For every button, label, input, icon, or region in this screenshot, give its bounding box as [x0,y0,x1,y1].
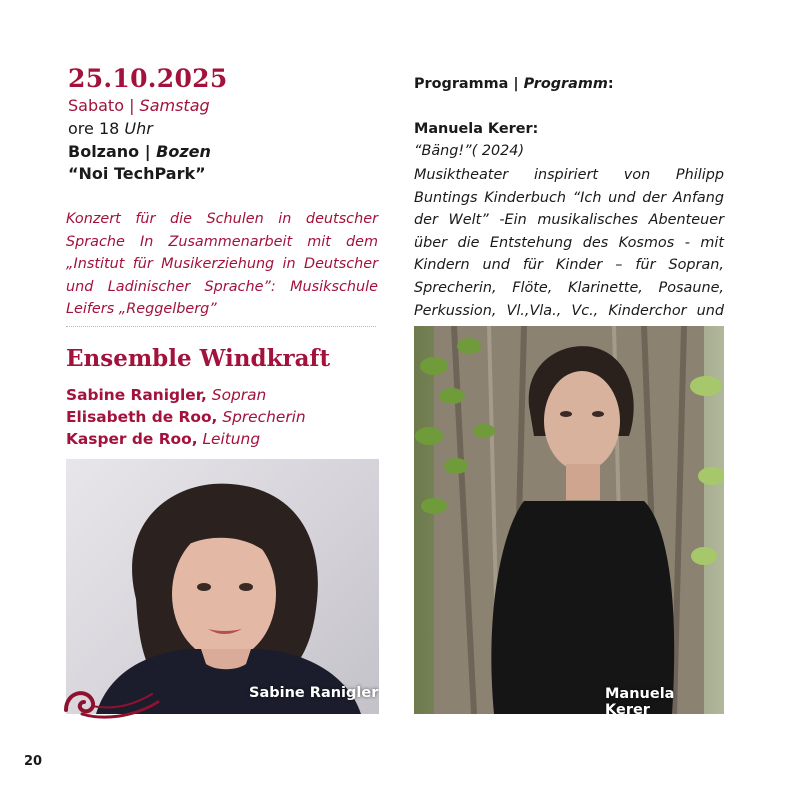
program-heading-separator: | [508,76,524,92]
scroll-ornament-icon [62,680,162,726]
performer-role: Sprecherin [222,408,306,426]
event-time-it: ore 18 [68,119,120,138]
event-city [68,142,211,161]
event-city-de: Bozen [156,142,211,161]
section-divider [66,326,376,327]
photo-manuela-kerer [414,326,724,714]
event-city-it: Bolzano [68,142,140,161]
event-venue: “Noi TechPark” [68,164,206,183]
work-description: Musiktheater inspiriert von Philipp Buntings Kinderbuch “Ich und der Anfang der Welt” -Ein musikalisches Abenteuer über die Entstehung des Kosmos - mit Kindern und für Kinder – für Sopran, Sprecherin, Flöte, Klarinette, Posaune, Perkussion, Vl.,Vla., Vc., Kinderchor und [414,167,724,319]
photo-sabine-ranigler [66,459,379,714]
performer-role: Sopran [211,386,267,404]
portrait-illustration [414,326,724,714]
program-heading [414,76,614,92]
event-day-it: Sabato [68,96,124,115]
photo-caption-left: Sabine Ranigler [249,685,379,701]
performer-name: Kasper de Roo, [66,430,198,448]
work-title: “Bäng!”( 2024) [414,143,525,159]
program-heading-de: Programm [523,76,608,92]
event-day-separator: | [123,96,140,115]
event-time-de: Uhr [124,119,153,138]
event-time [68,119,153,138]
performer-3 [66,430,260,448]
program-heading-colon: : [607,76,614,92]
page-number: 20 [24,754,43,769]
performer-2 [66,408,306,426]
event-day-de: Samstag [139,96,210,115]
performer-name: Sabine Ranigler, [66,386,207,404]
event-day [68,96,210,115]
performer-1 [66,386,266,404]
performer-role: Leitung [202,430,261,448]
photo-caption-right: Manuela Kerer [605,686,675,714]
portrait-illustration [66,459,379,714]
event-city-separator: | [139,142,157,161]
composer-name: Manuela Kerer: [414,121,539,137]
performer-name: Elisabeth de Roo, [66,408,218,426]
concert-description: Konzert für die Schulen in deutscher Sprache In Zusammenarbeit mit dem „Institut für Musikerziehung in Deutscher und Ladinischer Sprache”: Musikschule Leifers „Reggelberg” [66,211,378,318]
program-heading-it: Programma [414,76,509,92]
ensemble-name: Ensemble Windkraft [66,345,331,372]
event-date: 25.10.2025 [68,64,228,93]
